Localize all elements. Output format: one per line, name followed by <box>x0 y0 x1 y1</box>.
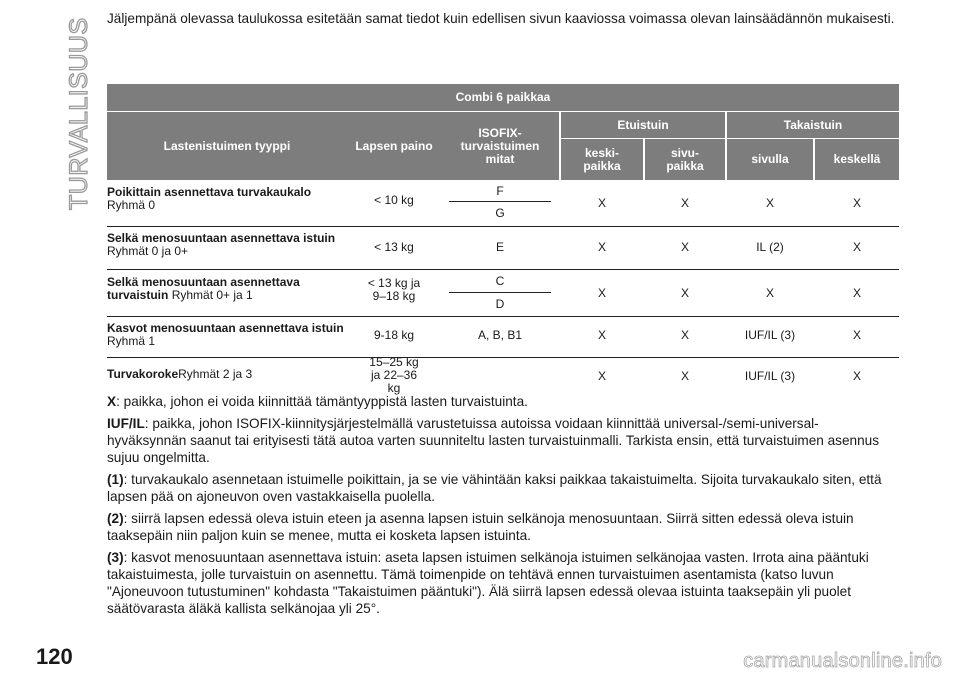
value-cell: X <box>597 285 606 300</box>
value-cell: X <box>765 285 774 300</box>
section-title-vertical: TURVALLISUUS <box>65 17 93 210</box>
table-row <box>107 317 899 358</box>
isofix-cell: E <box>495 239 504 254</box>
row-label: Selkä menosuuntaan asennettava turvaistuin Ryhmät 0+ ja 1 <box>107 275 300 302</box>
table-title: Combi 6 paikkaa <box>455 90 551 104</box>
isofix-cell: F <box>496 183 504 198</box>
col-header-rear-side: sivulla <box>751 152 789 166</box>
isofix-cell: D <box>495 296 505 311</box>
footnote: (3): kasvot menosuuntaan asennettava istuin: aseta lapsen istuimen selkänoja istuimen selkänojaa vasten. Irrota aina pääntuki takaistuimesta, jolle turvaistuin on asennettu. Tämä toimenpide on tehtävä ennen turvaistuimen asentamista (katso luvun "Ajoneuvoon tutustuminen" kohdasta "Takaistuimen pääntuki"). Älä siirrä lapsen edessä olevaa istuinta taaksepäin yli puolet säätövarasta äläkä kallista selkänojaa yli 25°. <box>107 550 869 616</box>
value-cell: X <box>852 195 861 210</box>
value-cell: X <box>680 285 689 300</box>
value-cell: IUF/IL (3) <box>744 327 796 342</box>
value-cell: X <box>680 195 689 210</box>
value-cell: X <box>852 285 861 300</box>
value-cell: X <box>597 195 606 210</box>
col-header-isofix: ISOFIX-turvaistuimen mitat <box>460 125 540 166</box>
table-row <box>107 227 899 270</box>
row-label: Poikittain asennettava turvakaukalo Ryhmä 0 <box>107 185 312 212</box>
footnote: (2): siirrä lapsen edessä oleva istuin eteen ja asenna lapsen istuin selkänoja menosuuntaan. Siirrä sitten edessä oleva istuin taaksepäin niin paljon kuin se menee, mutta ei kosketa lapsen istuinta. <box>107 511 854 543</box>
table-row <box>107 354 899 395</box>
footnote: X: paikka, johon ei voida kiinnittää tämäntyyppistä lasten turvaistuinta. <box>107 394 528 409</box>
weight-cell: 9-18 kg <box>373 327 415 342</box>
value-cell: X <box>680 327 689 342</box>
value-cell: IL (2) <box>756 239 784 254</box>
value-cell: X <box>597 239 606 254</box>
weight-cell: < 10 kg <box>374 192 414 207</box>
value-cell: X <box>852 239 861 254</box>
isofix-cell: A, B, B1 <box>477 327 523 342</box>
footnotes <box>107 393 897 622</box>
col-header-rear-mid: keskellä <box>833 152 881 166</box>
value-cell: X <box>852 368 861 383</box>
value-cell: X <box>597 368 606 383</box>
weight-cell: 15–25 kg ja 22–36 kg <box>369 354 419 395</box>
weight-cell: < 13 kg <box>374 239 414 254</box>
table-row <box>107 270 899 317</box>
row-label: TurvakorokeRyhmät 2 ja 3 <box>107 367 253 381</box>
col-header-weight: Lapsen paino <box>355 138 433 153</box>
footnote: IUF/IL: paikka, johon ISOFIX-kiinnitysjärjestelmällä varustetuissa autoissa voidaan kiinnittää universal-/semi-universal-hyväksynnän saanut tai erityisesti tätä autoa varten suunniteltu lasten turvaistuinmalli. Tarkista ensin, että turvaistuimen asennus sujuu ongelmitta. <box>107 416 879 465</box>
value-cell: X <box>680 368 689 383</box>
isofix-cell: G <box>495 205 505 220</box>
col-header-front-side: sivu-paikka <box>666 145 704 173</box>
child-seat-table <box>107 84 899 394</box>
watermark: carmanualsonline.info <box>743 650 942 672</box>
row-label: Selkä menosuuntaan asennettava istuin Ryhmät 0 ja 0+ <box>107 231 336 258</box>
intro-paragraph: Jäljempänä olevassa taulukossa esitetään samat tiedot kuin edellisen sivun kaaviossa voimassa olevan lainsäädännön mukaisesti. <box>107 11 895 26</box>
page-number: 120 <box>36 644 73 669</box>
table-header <box>107 84 899 180</box>
value-cell: X <box>852 327 861 342</box>
value-cell: X <box>765 195 774 210</box>
value-cell: X <box>680 239 689 254</box>
col-header-front: Etuistuin <box>617 117 669 132</box>
col-header-rear: Takaistuin <box>783 117 843 132</box>
col-header-front-mid: keski-paikka <box>583 145 621 173</box>
value-cell: X <box>597 327 606 342</box>
isofix-cell: C <box>495 273 505 288</box>
col-header-type: Lastenistuimen tyyppi <box>163 138 291 153</box>
row-label: Kasvot menosuuntaan asennettava istuin Ryhmä 1 <box>107 321 344 348</box>
footnote: (1): turvakaukalo asennetaan istuimelle poikittain, ja se vie vähintään kaksi paikkaa takaistuimelta. Sijoita turvakaukalo siten, että lapsen pää on ajoneuvon oven vastakkaisella puolella. <box>107 472 882 504</box>
weight-cell: < 13 kg ja 9–18 kg <box>367 276 421 303</box>
value-cell: IUF/IL (3) <box>744 368 796 383</box>
table-row <box>107 180 899 227</box>
